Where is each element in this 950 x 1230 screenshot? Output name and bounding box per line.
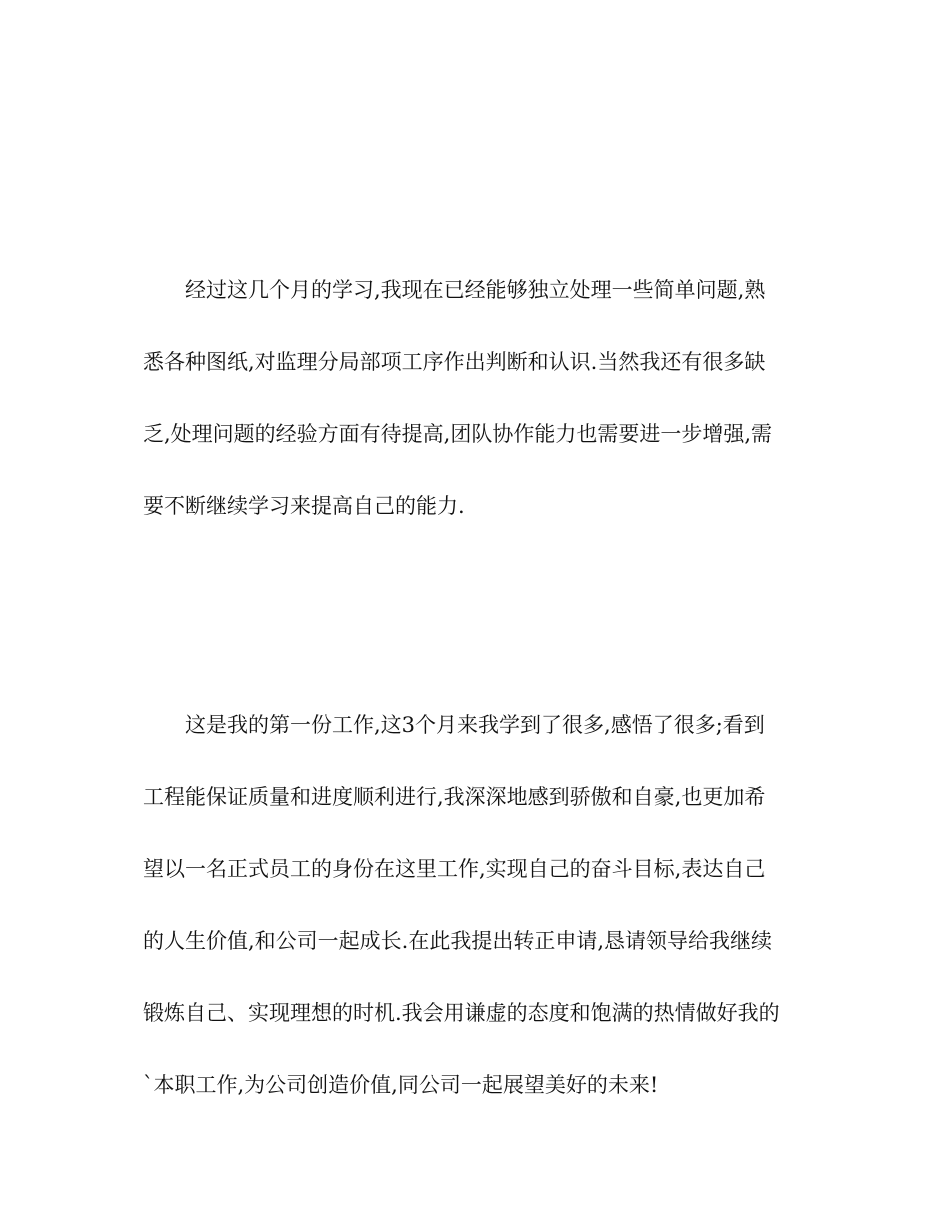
paragraph-2-line-2: 工程能保证质量和进度顺利进行,我深深地感到骄傲和自豪,也更加希 <box>143 785 766 809</box>
paragraph-2-line-3: 望以一名正式员工的身份在这里工作,实现自己的奋斗目标,表达自己 <box>143 857 766 881</box>
paragraph-1-line-1: 经过这几个月的学习,我现在已经能够独立处理一些简单问题,熟 <box>185 278 766 302</box>
paragraph-2-line-6: `本职工作,为公司创造价值,同公司一起展望美好的未来! <box>143 1073 659 1097</box>
paragraph-1-line-4: 要不断继续学习来提高自己的能力. <box>143 494 465 518</box>
paragraph-1-line-2: 悉各种图纸,对监理分局部项工序作出判断和认识.当然我还有很多缺 <box>143 350 766 374</box>
paragraph-2-line-5: 锻炼自己、实现理想的时机.我会用谦虚的态度和饱满的热情做好我的 <box>143 1001 780 1025</box>
paragraph-2-line-1: 这是我的第一份工作,这3个月来我学到了很多,感悟了很多;看到 <box>185 713 765 737</box>
paragraph-2-line-4: 的人生价值,和公司一起成长.在此我提出转正申请,恳请领导给我继续 <box>143 929 773 953</box>
paragraph-1-line-3: 乏,处理问题的经验方面有待提高,团队协作能力也需要进一步增强,需 <box>143 422 773 446</box>
